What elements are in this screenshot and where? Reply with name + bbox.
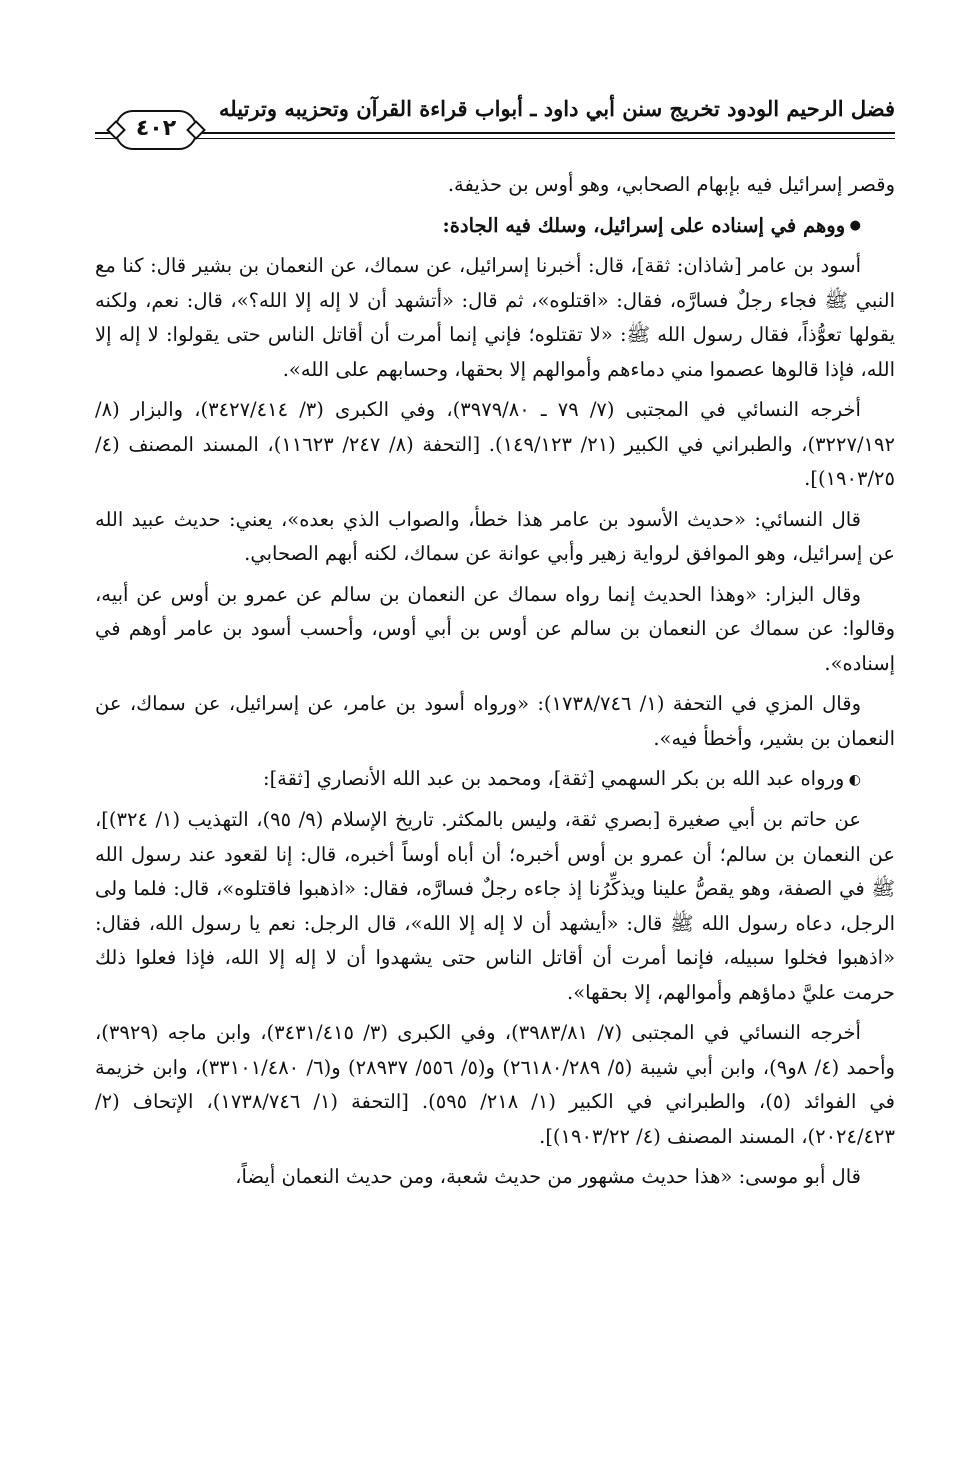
paragraph: أخرجه النسائي في المجتبى (٧/ ٣٩٨٣/٨١)، وفي الكبرى (٣/ ٣٤٣١/٤١٥)، وابن ماجه (٣٩٢٩)، وأحمد (٤/ ٨و٩)، وابن أبي شيبة (٥/ ٢٦١٨٠/٢٨٩) و(٥/ ٥٥٦/ ٢٨٩٣٧) و(٦/ ٣٣١٠١/٤٨٠)، وابن خزيمة في الفوائد (٥)، والطبراني في الكبير (١/ ٢١٨/ ٥٩٥). [التحفة (١/ ١٧٣٨/٧٤٦)، الإتحاف (٢/ ٢٠٢٤/٤٢٣)، المسند المصنف (٤/ ١٩٠٣/٢٢)]. bbox=[95, 1021, 895, 1148]
paragraph: عن حاتم بن أبي صغيرة [بصري ثقة، وليس بالمكثر. تاريخ الإسلام (٩/ ٩٥)، التهذيب (١/ ٣٢٤)]، عن النعمان بن سالم؛ أن عمرو بن أوس أخبره؛ أن أباه أوساً أخبره، قال: إنا لقعود عند رسول الله ﷺ في الصفة، وهو يقصُّ علينا ويذكِّرُنا إذ جاءه رجلٌ فسارَّه، فقال: «اذهبوا فاقتلوه»، قال: فلما ولى الرجل، دعاه رسول الله ﷺ قال: «أيشهد أن لا إله إلا الله»، قال الرجل: نعم يا رسول الله، فقال: «اذهبوا فخلوا سبيله، فإنما أمرت أن أقاتل الناس حتى يشهدوا أن لا إله إلا الله، فإذا فعلوا ذلك حرمت عليَّ دماؤهم وأموالهم، إلا بحقها». bbox=[95, 808, 895, 1004]
paragraph: قال أبو موسى: «هذا حديث مشهور من حديث شعبة، ومن حديث النعمان أيضاً، bbox=[235, 1165, 861, 1188]
paragraph: قال النسائي: «حديث الأسود بن عامر هذا خطأ، والصواب الذي بعده»، يعني: حديث عبيد الله عن إسرائيل، وهو الموافق لرواية زهير وأبي عوانة عن سماك، لكنه أبهم الصحابي. bbox=[95, 507, 895, 566]
paragraph: وقال المزي في التحفة (١/ ١٧٣٨/٧٤٦): «ورواه أسود بن عامر، عن إسرائيل، عن سماك، عن النعمان بن بشير، وأخطأ فيه». bbox=[95, 692, 895, 750]
header-rule-thin bbox=[95, 138, 895, 139]
paragraph: وقصر إسرائيل فيه بإبهام الصحابي، وهو أوس بن حذيفة. bbox=[447, 173, 895, 196]
page-number-badge: ٤٠٢ bbox=[115, 110, 197, 150]
running-title: فضل الرحيم الودود تخريج سنن أبي داود ـ أبواب قراءة القرآن وتحزيبه وترتيله bbox=[219, 96, 895, 121]
paragraph: أسود بن عامر [شاذان: ثقة]، قال: أخبرنا إسرائيل، عن سماك، عن النعمان بن بشير قال: كنا مع النبي ﷺ فجاء رجلٌ فسارَّه، فقال: «اقتلوه»، ثم قال: «أتشهد أن لا إله إلا الله؟»، قال: نعم، ولكنه يقولها تعوُّذاً، فقال رسول الله ﷺ: «لا تقتلوه؛ فإني إنما أمرت أن أقاتل الناس حتى يقولوا: لا إله إلا الله، فإذا قالوها عصموا مني دماءهم وأموالهم إلا بحقها، وحسابهم على الله». bbox=[95, 254, 895, 381]
page-header bbox=[95, 92, 895, 144]
header-rule-thick bbox=[95, 132, 895, 134]
bullet-paragraph: ◐ ورواه عبد الله بن بكر السهمي [ثقة]، ومحمد بن عبد الله الأنصاري [ثقة]: bbox=[95, 762, 895, 797]
page-body bbox=[95, 168, 895, 1201]
paragraph: وقال البزار: «وهذا الحديث إنما رواه سماك عن النعمان بن سالم عن عمرو بن أوس عن أبيه، وقالوا: عن سماك عن النعمان بن سالم عن أوس بن أبي أوس، وأحسب أسود بن عامر أوهم في إسناده». bbox=[95, 582, 895, 675]
paragraph: أخرجه النسائي في المجتبى (٧/ ٧٩ ـ ٣٩٧٩/٨٠)، وفي الكبرى (٣/ ٣٤٢٧/٤١٤)، والبزار (٨/ ٣٢٢٧/١٩٢)، والطبراني في الكبير (٢١/ ١٤٩/١٢٣). [التحفة (٨/ ٢٤٧/ ١١٦٢٣)، المسند المصنف (٤/ ١٩٠٣/٢٥)]. bbox=[95, 398, 895, 491]
bullet-paragraph: ● ووهم في إسناده على إسرائيل، وسلك فيه الجادة: bbox=[95, 209, 895, 244]
